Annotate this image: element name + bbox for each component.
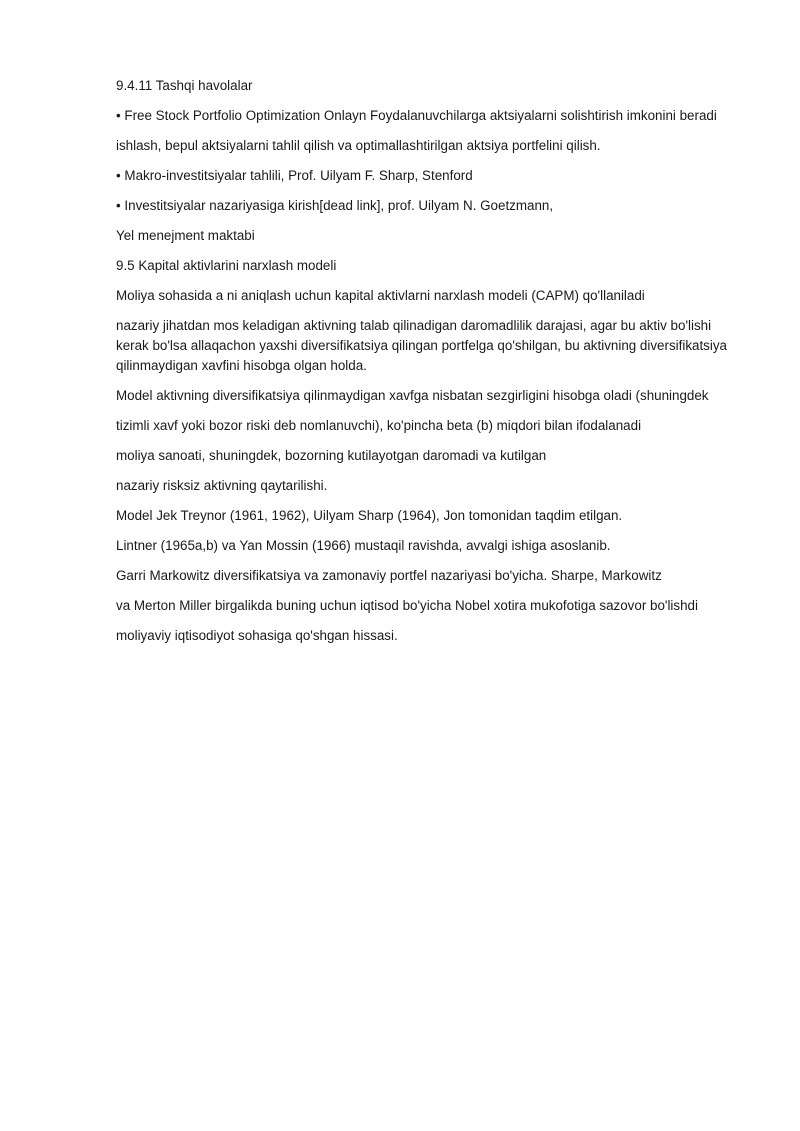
text-line: ishlash, bepul aktsiyalarni tahlil qilish va optimallashtirilgan aktsiya portfelini qilish.: [116, 138, 601, 153]
text-line: Moliya sohasida a ni aniqlash uchun kapital aktivlarni narxlash modeli (CAPM) qo'llaniladi: [116, 288, 645, 303]
paragraph-capm-definition: nazariy jihatdan mos keladigan aktivning talab qilinadigan daromadlilik darajasi, agar bu aktiv bo'lishi kerak bo'lsa allaqachon yaxshi diversifikatsiya qilingan portfelga qo'shilgan, bu aktivning diversifikatsiya qilinmaydigan xavfini hisobga olgan holda.: [116, 318, 728, 373]
text-line: Model Jek Treynor (1961, 1962), Uilyam Sharp (1964), Jon tomonidan taqdim etilgan.: [116, 508, 623, 523]
text-line: Model aktivning diversifikatsiya qilinmaydigan xavfga nisbatan sezgirligini hisobga oladi (shuningdek: [116, 388, 709, 403]
text-line: Lintner (1965a,b) va Yan Mossin (1966) mustaqil ravishda, avvalgi ishiga asoslanib.: [116, 538, 611, 553]
bullet-item-portfolio-optimization: • Free Stock Portfolio Optimization Onlayn Foydalanuvchilarga aktsiyalarni solishtirish imkonini beradi: [116, 108, 717, 123]
section-heading-external-links: 9.4.11 Tashqi havolalar: [116, 78, 253, 93]
text-line: moliyaviy iqtisodiyot sohasiga qo'shgan hissasi.: [116, 628, 398, 643]
section-heading-capm: 9.5 Kapital aktivlarini narxlash modeli: [116, 258, 337, 273]
bullet-item-investment-theory: • Investitsiyalar nazariyasiga kirish[dead link], prof. Uilyam N. Goetzmann,: [116, 198, 554, 213]
document-page: [116, 76, 746, 646]
text-line: nazariy risksiz aktivning qaytarilishi.: [116, 478, 328, 493]
text-line: va Merton Miller birgalikda buning uchun iqtisod bo'yicha Nobel xotira mukofotiga sazovor bo'lishdi: [116, 598, 698, 613]
text-line: Garri Markowitz diversifikatsiya va zamonaviy portfel nazariyasi bo'yicha. Sharpe, Markowitz: [116, 568, 662, 583]
text-line: moliya sanoati, shuningdek, bozorning kutilayotgan daromadi va kutilgan: [116, 448, 547, 463]
bullet-item-macro-investment: • Makro-investitsiyalar tahlili, Prof. Uilyam F. Sharp, Stenford: [116, 168, 473, 183]
text-line: tizimli xavf yoki bozor riski deb nomlanuvchi), ko'pincha beta (b) miqdori bilan ifodalanadi: [116, 418, 642, 433]
text-line: Yel menejment maktabi: [116, 228, 255, 243]
